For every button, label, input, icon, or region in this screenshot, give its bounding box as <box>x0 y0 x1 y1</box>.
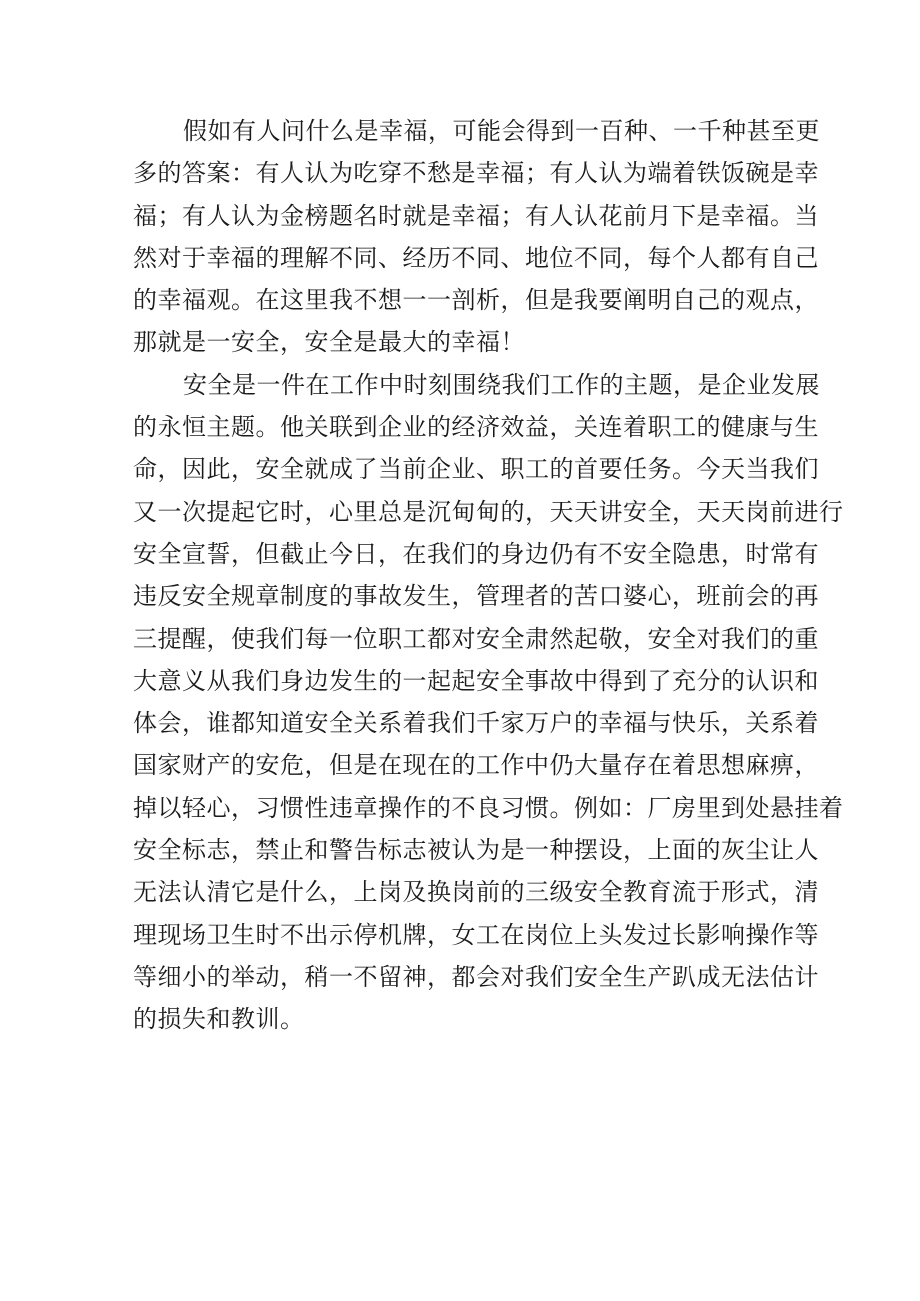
text-line: 安全标志，禁止和警告标志被认为是一种摆设，上面的灰尘让人 <box>133 836 819 865</box>
text-line: 的幸福观。在这里我不想一一剖析，但是我要阐明自己的观点， <box>133 286 819 315</box>
text-line: 大意义从我们身边发生的一起起安全事故中得到了充分的认识和 <box>133 666 819 695</box>
text-line: 无法认清它是什么，上岗及换岗前的三级安全教育流于形式，清 <box>133 878 819 907</box>
text-line: 多的答案：有人认为吃穿不愁是幸福；有人认为端着铁饭碗是幸 <box>133 159 819 188</box>
text-line: 安全宣誓，但截止今日，在我们的身边仍有不安全隐患，时常有 <box>133 539 819 568</box>
text-line: 福；有人认为金榜题名时就是幸福；有人认花前月下是幸福。当 <box>133 201 819 230</box>
text-line: 违反安全规章制度的事故发生，管理者的苦口婆心，班前会的再 <box>133 582 819 611</box>
text-line: 那就是一安全，安全是最大的幸福！ <box>133 328 525 357</box>
body-text <box>133 110 844 1041</box>
text-line: 的损失和教训。 <box>133 1005 305 1034</box>
paragraph-2 <box>133 364 844 1041</box>
text-line: 命，因此，安全就成了当前企业、职工的首要任务。今天当我们 <box>133 455 819 484</box>
text-line: 的永恒主题。他关联到企业的经济效益，关连着职工的健康与生 <box>133 413 819 442</box>
text-line: 然对于幸福的理解不同、经历不同、地位不同，每个人都有自己 <box>133 243 819 272</box>
text-line: 又一次提起它时，心里总是沉甸甸的，天天讲安全，天天岗前进行 <box>133 497 844 526</box>
text-line: 国家财产的安危，但是在现在的工作中仍大量存在着思想麻痹， <box>133 751 819 780</box>
text-line: 三提醒，使我们每一位职工都对安全肃然起敬，安全对我们的重 <box>133 624 819 653</box>
text-line: 体会，谁都知道安全关系着我们千家万户的幸福与快乐，关系着 <box>133 709 819 738</box>
text-line: 安全是一件在工作中时刻围绕我们工作的主题，是企业发展 <box>183 370 820 399</box>
text-line: 等细小的举动，稍一不留神，都会对我们安全生产趴成无法估计 <box>133 962 819 991</box>
paragraph-1 <box>133 110 820 364</box>
text-line: 掉以轻心，习惯性违章操作的不良习惯。例如：厂房里到处悬挂着 <box>133 793 844 822</box>
text-line: 理现场卫生时不出示停机牌，女工在岗位上头发过长影响操作等 <box>133 920 819 949</box>
text-line: 假如有人问什么是幸福，可能会得到一百种、一千种甚至更 <box>183 117 820 145</box>
